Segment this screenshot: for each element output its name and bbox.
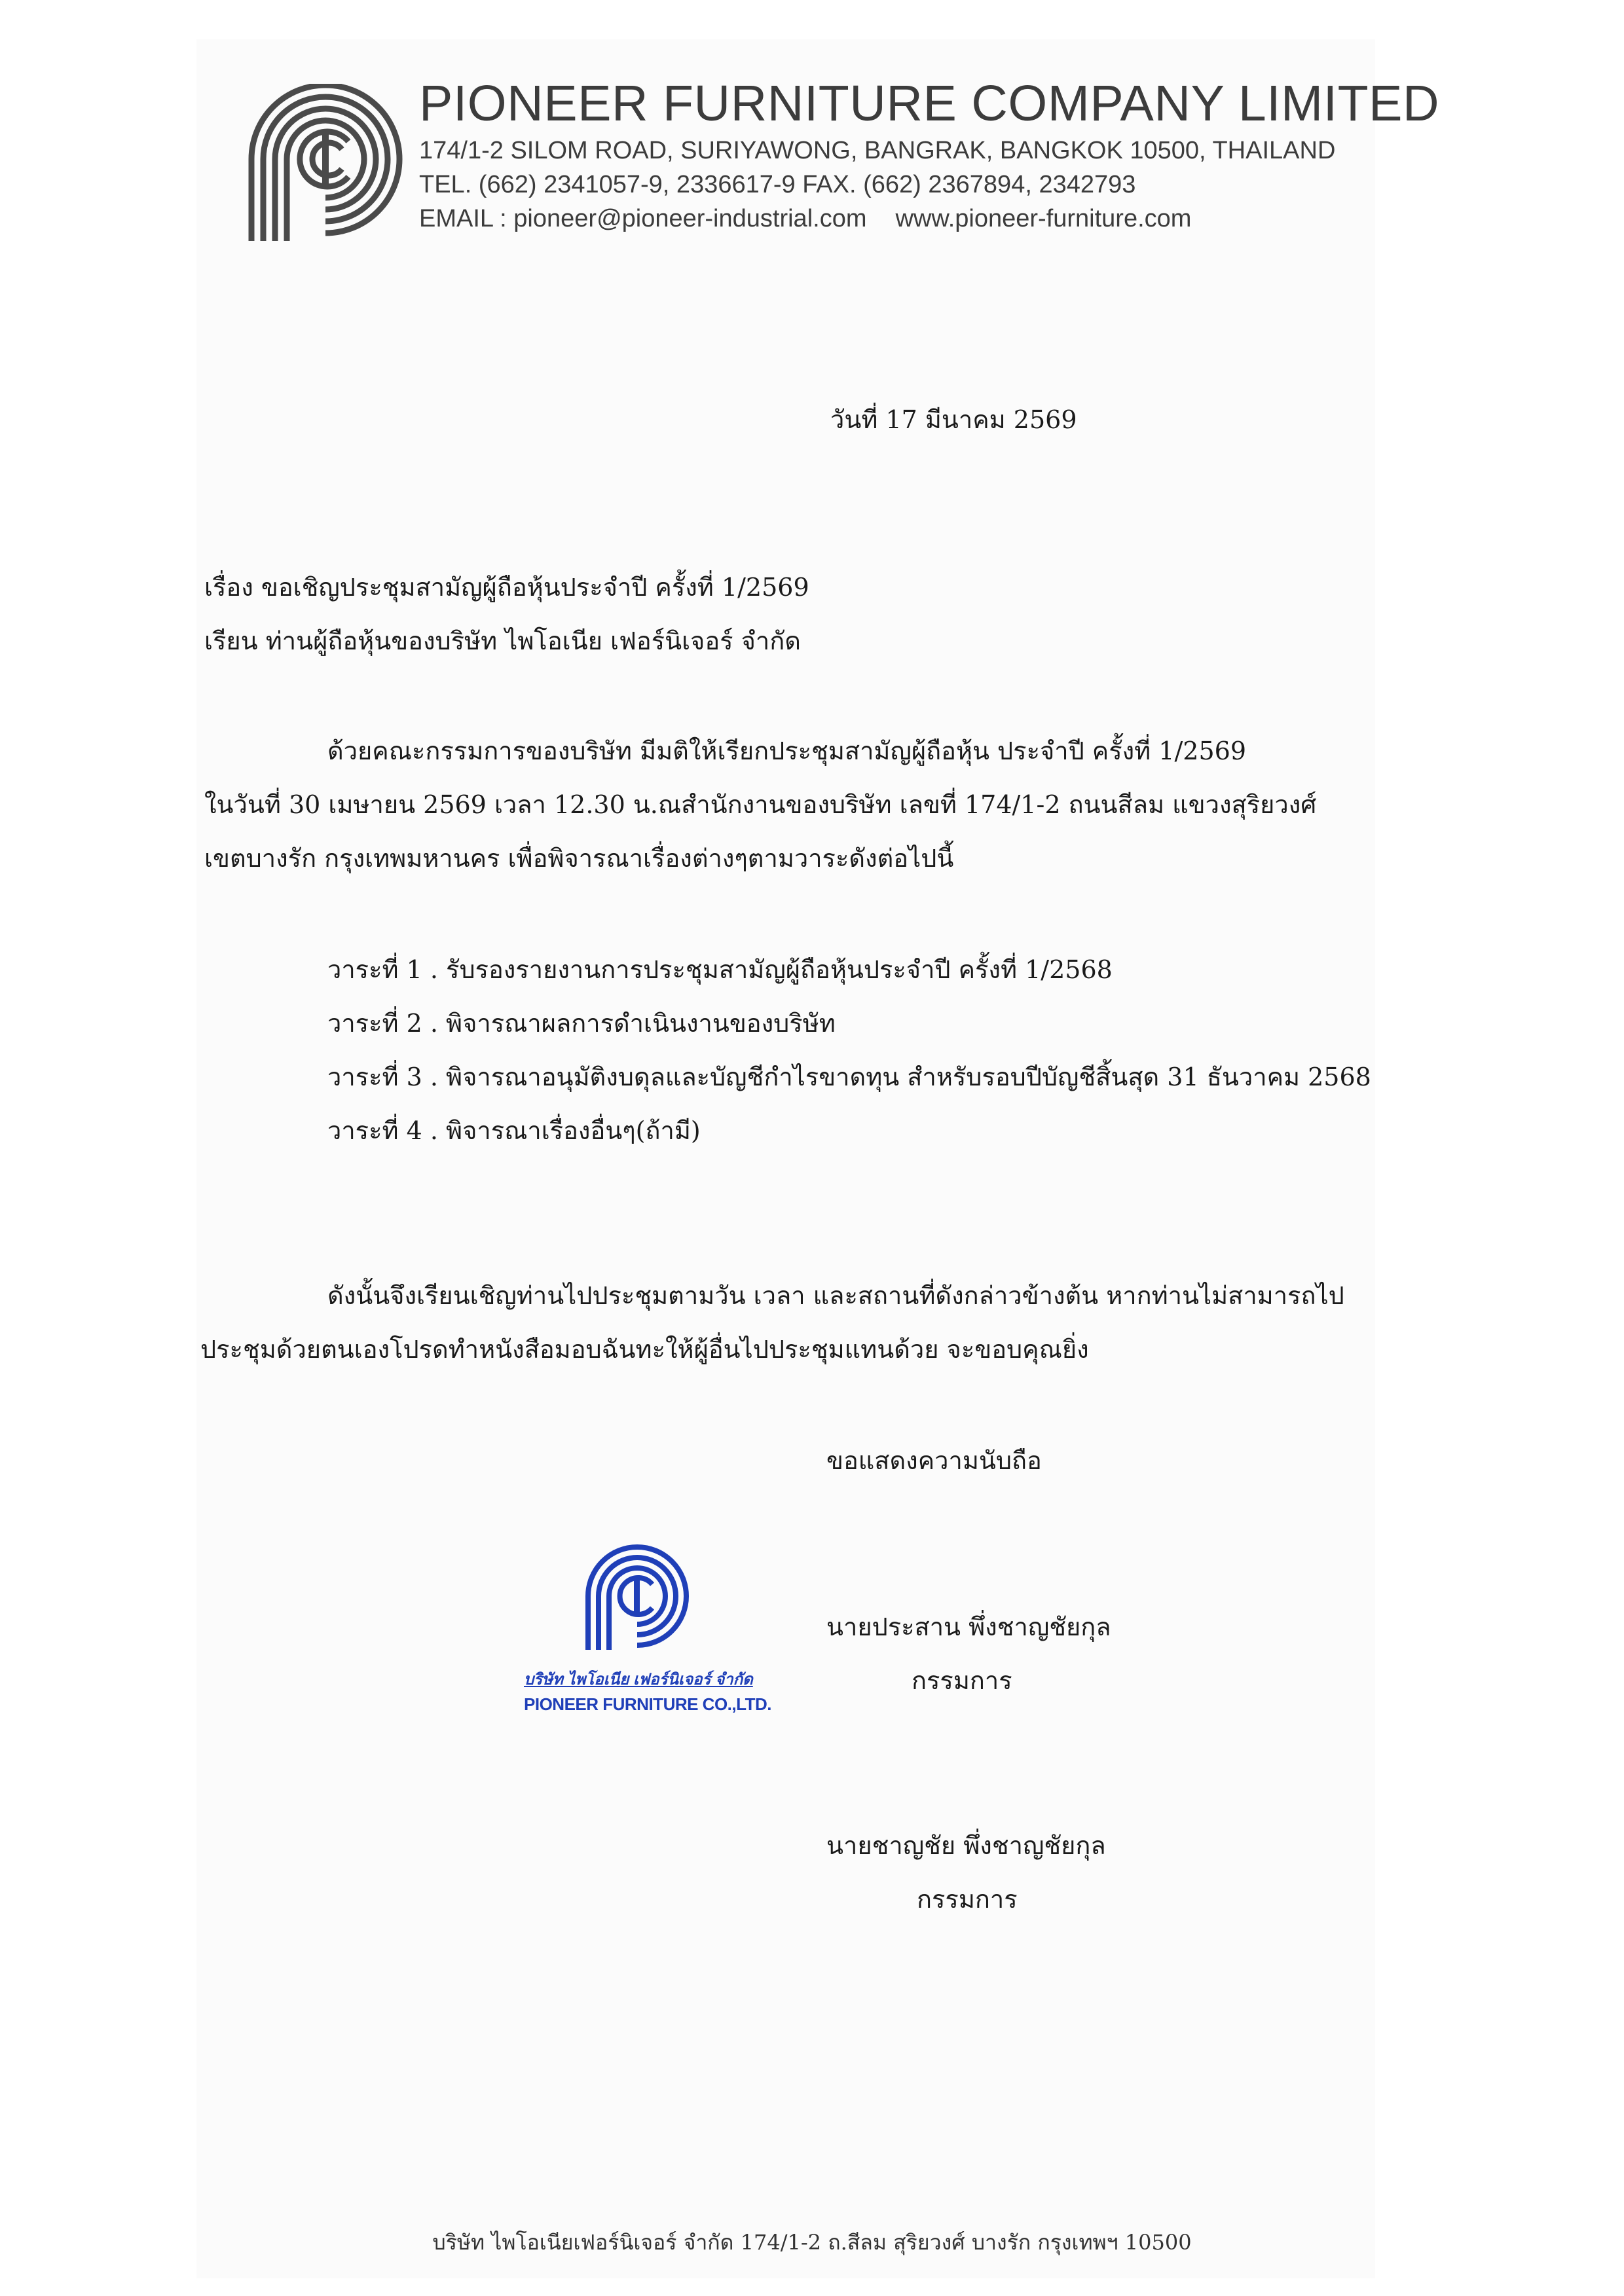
letter-date: วันที่ 17 มีนาคม 2569	[830, 405, 1077, 434]
agenda-item: วาระที่ 4 . พิจารณาเรื่องอื่นๆ(ถ้ามี)	[327, 1116, 701, 1145]
signatory-title: กรรมการ	[912, 1666, 1012, 1695]
letter-subject: เรื่อง ขอเชิญประชุมสามัญผู้ถือหุ้นประจำปี ครั้งที่ 1/2569	[204, 573, 809, 602]
letter-recipient: เรียน ท่านผู้ถือหุ้นของบริษัท ไพโอเนีย เฟอร์นิเจอร์ จำกัด	[204, 627, 801, 655]
agenda-item: วาระที่ 3 . พิจารณาอนุมัติงบดุลและบัญชีกำไรขาดทุน สำหรับรอบปีบัญชีสิ้นสุด 31 ธันวาคม 2568	[327, 1063, 1371, 1091]
signatory-title: กรรมการ	[917, 1885, 1018, 1914]
seal-thai-name: บริษัท ไพโอเนีย เฟอร์นิเจอร์ จำกัด	[524, 1671, 753, 1688]
agenda-item: วาระที่ 1 . รับรองรายงานการประชุมสามัญผู้ถือหุ้นประจำปี ครั้งที่ 1/2568	[327, 955, 1113, 984]
company-contact	[419, 206, 1439, 231]
signatory-name: นายชาญชัย พึ่งชาญชัยกุล	[826, 1831, 1106, 1860]
signatory-name: นายประสาน พึ่งชาญชัยกุล	[826, 1613, 1111, 1641]
page-background	[196, 39, 1375, 2278]
closing-line: ประชุมด้วยตนเองโปรดทำหนังสือมอบฉันทะให้ผู้อื่นไปประชุมแทนด้วย จะขอบคุณยิ่ง	[200, 1335, 1089, 1364]
page-footer: บริษัท ไพโอเนียเฟอร์นิเจอร์ จำกัด 174/1-2 ถ.สีลม สุริยวงศ์ บางรัก กรุงเทพฯ 10500	[432, 2230, 1192, 2255]
company-seal	[524, 1666, 771, 1715]
intro-line: ในวันที่ 30 เมษายน 2569 เวลา 12.30 น.ณสำนักงานของบริษัท เลขที่ 174/1-2 ถนนสีลม แขวงสุริยวงศ์	[204, 790, 1317, 819]
intro-line: ด้วยคณะกรรมการของบริษัท มีมติให้เรียกประชุมสามัญผู้ถือหุ้น ประจำปี ครั้งที่ 1/2569	[327, 737, 1246, 765]
company-address: 174/1-2 SILOM ROAD, SURIYAWONG, BANGRAK, BANGKOK 10500, THAILAND	[419, 137, 1336, 164]
company-name: PIONEER FURNITURE COMPANY LIMITED	[419, 75, 1440, 132]
regards: ขอแสดงความนับถือ	[826, 1446, 1042, 1475]
company-logo-icon	[244, 84, 407, 244]
closing-line: ดังนั้นจึงเรียนเชิญท่านไปประชุมตามวัน เวลา และสถานที่ดังกล่าวข้างต้น หากท่านไม่สามารถไป	[327, 1281, 1344, 1310]
company-website: www.pioneer-furniture.com	[895, 205, 1192, 232]
company-email: EMAIL : pioneer@pioneer-industrial.com	[419, 205, 867, 232]
intro-line: เขตบางรัก กรุงเทพมหานคร เพื่อพิจารณาเรื่องต่างๆตามวาระดังต่อไปนี้	[204, 844, 954, 873]
company-seal-icon	[581, 1544, 693, 1652]
company-phone-fax: TEL. (662) 2341057-9, 2336617-9 FAX. (662) 2367894, 2342793	[419, 171, 1136, 198]
agenda-item: วาระที่ 2 . พิจารณาผลการดำเนินงานของบริษัท	[327, 1009, 836, 1038]
seal-english-name: PIONEER FURNITURE CO.,LTD.	[524, 1694, 771, 1714]
letterhead	[419, 75, 1440, 232]
